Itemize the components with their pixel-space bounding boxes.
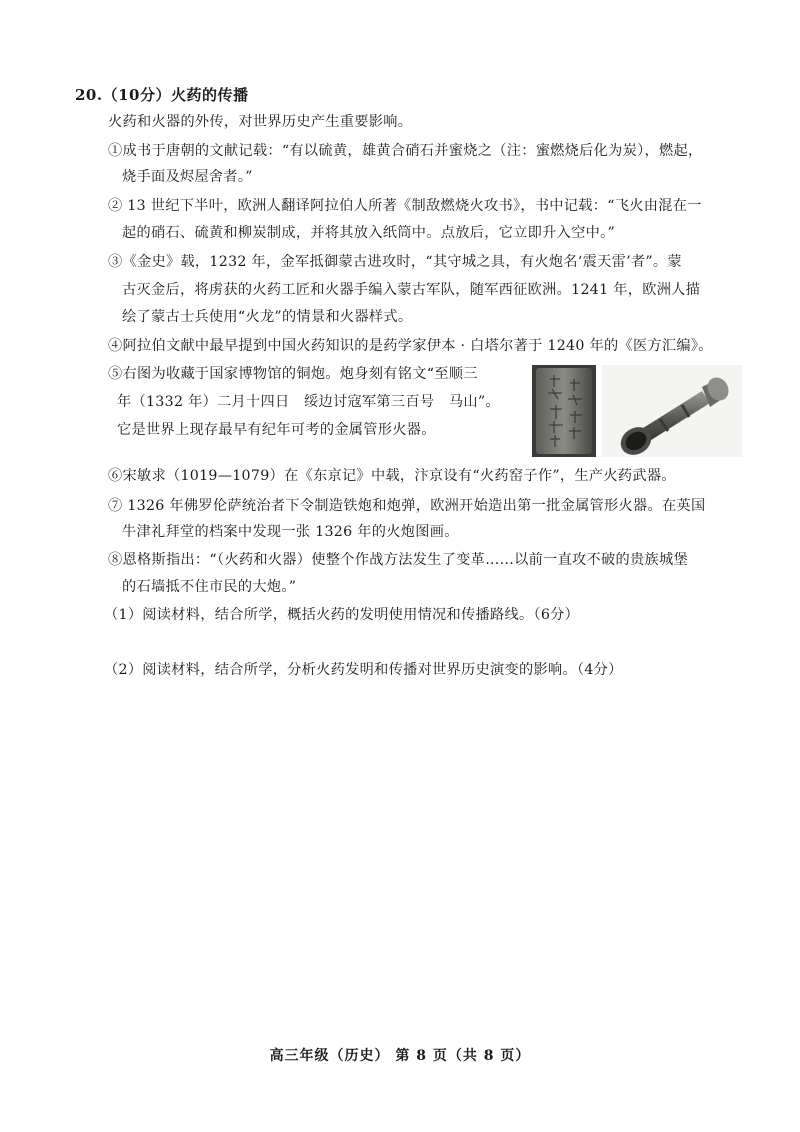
sub-question-2: （2）阅读材料，结合所学，分析火药发明和传播对世界历史演变的影响。（4分） [104, 662, 623, 678]
material-3-line-3: 绘了蒙古士兵使用“火龙”的情景和火器样式。 [122, 309, 413, 325]
question-title [75, 84, 249, 105]
question-topic: 火药的传播 [170, 86, 249, 104]
material-4-line-1: ④阿拉伯文献中最早提到中国火药知识的是药学家伊本 · 白塔尔著于 1240 年的《医方汇编》。 [108, 338, 713, 354]
material-1-line-2: 烧手面及烬屋舍者。” [122, 169, 253, 185]
bronze-cannon-photos [532, 365, 742, 457]
material-2-line-2: 起的硝石、硫黄和柳炭制成，并将其放入纸筒中。点放后，它立即升入空中。” [122, 225, 616, 241]
material-3-line-2: 古灭金后，将虏获的火药工匠和火器手编入蒙古军队，随军西征欧洲。1241 年，欧洲人描 [122, 282, 701, 298]
material-7-line-1: ⑦ 1326 年佛罗伦萨统治者下令制造铁炮和炮弹，欧洲开始造出第一批金属管形火器。在英国 [108, 498, 706, 514]
inscription-surface [536, 368, 592, 454]
material-5-line-2: 年（1332 年）二月十四日 绥边讨寇军第三百号 马山”。 [117, 394, 500, 410]
bronze-cannon-image [532, 365, 742, 457]
question-intro: 火药和火器的外传，对世界历史产生重要影响。 [108, 114, 413, 130]
material-8-line-1: ⑧恩格斯指出：“（火药和火器）使整个作战方法发生了变革……以前一直攻不破的贵族城堡 [108, 552, 688, 568]
material-5-line-3: 它是世界上现存最早有纪年可考的金属管形火器。 [117, 422, 436, 438]
sub-question-1: （1）阅读材料，结合所学，概括火药的发明使用情况和传播路线。（6分） [104, 607, 580, 623]
material-7-line-2: 牛津礼拜堂的档案中发现一张 1326 年的火炮图画。 [122, 524, 459, 540]
material-2-line-1: ② 13 世纪下半叶，欧洲人翻译阿拉伯人所著《制敌燃烧火攻书》，书中记载：“飞火由混在一 [108, 198, 702, 214]
question-number: 20.（10分） [75, 86, 171, 104]
material-8-line-2: 的石墙抵不住市民的大炮。” [122, 579, 297, 595]
material-3-line-1: ③《金史》载，1232 年，金军抵御蒙古进攻时，“其守城之具，有火炮名‘震天雷’者”。蒙 [108, 254, 682, 270]
page-footer: 高三年级（历史） 第 8 页（共 8 页） [269, 1048, 531, 1064]
material-5-line-1: ⑤右图为收藏于国家博物馆的铜炮。炮身刻有铭文“至顺三 [108, 366, 478, 382]
material-1-line-1: ①成书于唐朝的文献记载：“有以硫黄，雄黄合硝石并蜜烧之（注：蜜燃烧后化为炭），燃起， [108, 143, 703, 159]
material-6-line-1: ⑥宋敏求（1019—1079）在《东京记》中载，汴京设有“火药窑子作”，生产火药武器。 [108, 468, 676, 484]
